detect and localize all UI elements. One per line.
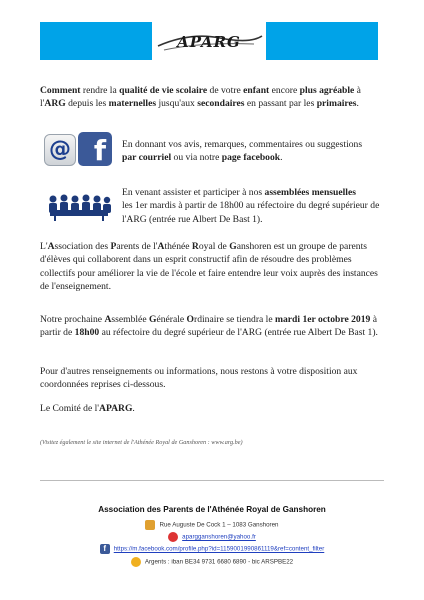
website-note: (Visitez également le site internet de l'Athénée Royal de Ganshoren : www.arg.be) xyxy=(40,439,243,446)
association-description: L'Association des Parents de l'Athénée Royal de Ganshoren est un groupe de parents d'élèves qui collaborent dans un esprit constructif afin de résoudre des problèmes collectifs pour améliorer la vie de l'école et faire entendre leur voix auprès des instances de l'enseignement. xyxy=(40,241,378,293)
facebook-small-icon: f xyxy=(100,544,110,554)
header-banner-right xyxy=(266,22,378,60)
footer-address: Rue Auguste De Cock 1 – 1083 Ganshoren xyxy=(40,520,384,530)
house-icon xyxy=(145,520,155,530)
footer-divider xyxy=(40,480,384,481)
footer-bank: Argents : iban BE34 9731 6680 6890 - bic ARSPBE22 xyxy=(40,557,384,567)
signature: Le Comité de l'APARG. xyxy=(40,403,135,414)
aparg-logo xyxy=(150,26,268,56)
email-icon: @ xyxy=(44,134,76,166)
meeting-people-icon xyxy=(44,190,114,222)
coin-icon xyxy=(131,557,141,567)
header-banner-left xyxy=(40,22,152,60)
contact-icons xyxy=(44,132,114,166)
facebook-icon: f xyxy=(78,132,112,166)
logo-text: APARG xyxy=(177,33,241,51)
meeting-text: En venant assister et participer à nos assemblées mensuelles les 1er mardis à partir de 18h00 au réfectoire du degré supérieur de l'ARG (entrée rue Albert De Bast 1). xyxy=(122,187,380,225)
contact-paragraph: Pour d'autres renseignements ou informations, nous restons à votre disposition aux coordonnées reprises ci-dessous. xyxy=(40,366,358,391)
online-feedback-text: En donnant vos avis, remarques, commentaires ou suggestions par courriel ou via notre page facebook. xyxy=(122,139,363,164)
email-small-icon xyxy=(168,532,178,542)
footer-title: Association des Parents de l'Athénée Royal de Ganshoren xyxy=(98,505,326,514)
footer-facebook[interactable]: f https://m.facebook.com/profile.php?id=1159001990861119&ref=content_filter xyxy=(40,544,384,554)
general-assembly-notice: Notre prochaine Assemblée Générale Ordinaire se tiendra le mardi 1er octobre 2019 à partir de 18h00 au réfectoire du degré supérieur de l'ARG (entrée rue Albert De Bast 1). xyxy=(40,314,378,339)
footer-email[interactable]: apargganshoren@yahoo.fr xyxy=(40,532,384,542)
intro-paragraph: Comment rendre la qualité de vie scolaire de votre enfant encore plus agréable à l'ARG depuis les maternelles jusqu'aux secondaires en passant par les primaires. xyxy=(40,85,361,110)
